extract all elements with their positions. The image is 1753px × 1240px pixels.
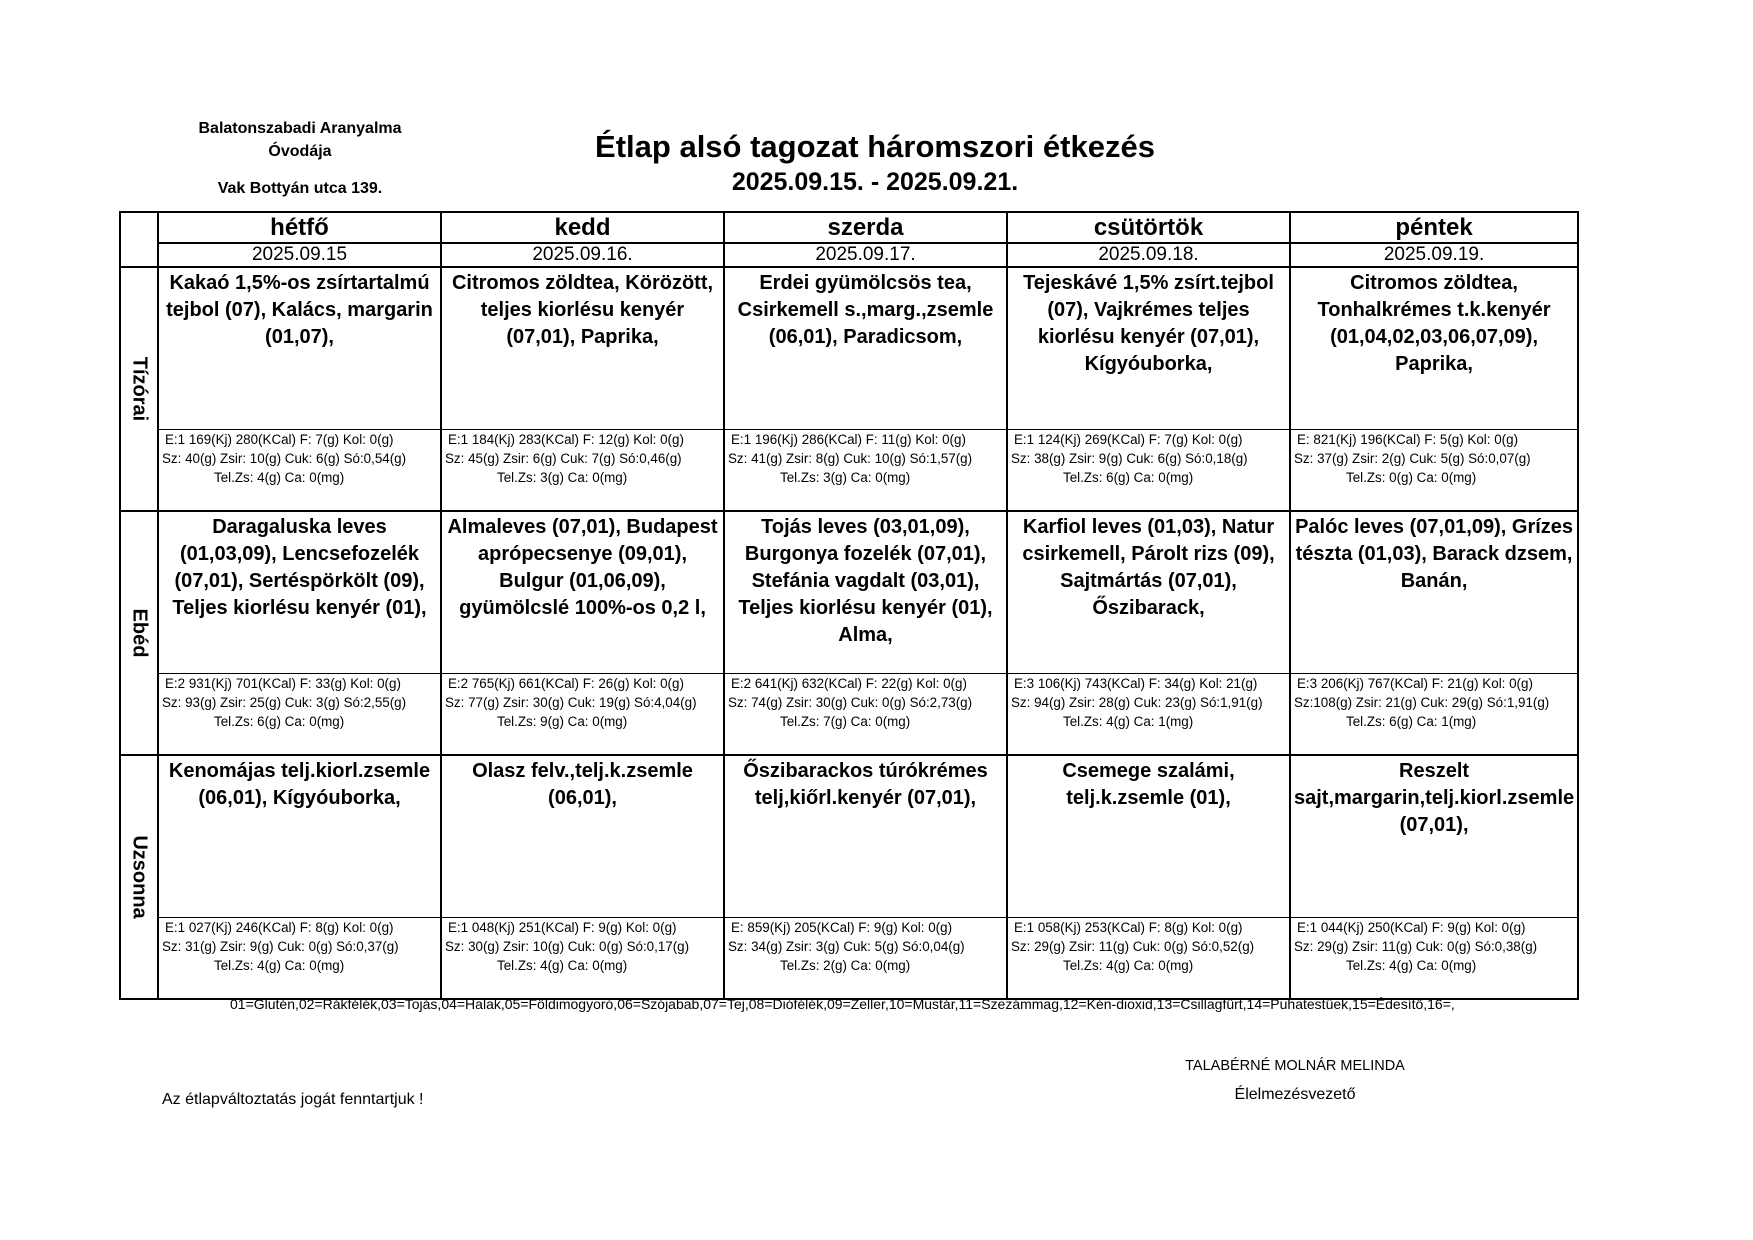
nutrition-line: E:1 184(Kj) 283(KCal) F: 12(g) Kol: 0(g)	[448, 432, 684, 447]
nutrition-row	[120, 430, 1578, 512]
nutrition-line: Sz: 29(g) Zsir: 11(g) Cuk: 0(g) Só:0,38(g)	[1294, 939, 1538, 954]
nutrition-line: Tel.Zs: 6(g) Ca: 0(mg)	[1063, 470, 1194, 485]
meal-label-text: Uzsonna	[128, 835, 151, 919]
food-cell	[724, 755, 1007, 918]
nutrition-line: Sz: 74(g) Zsir: 30(g) Cuk: 0(g) Só:2,73(g)	[728, 695, 973, 710]
day-date: 2025.09.17.	[724, 243, 1007, 267]
food-text: Citromos zöldtea, Tonhalkrémes t.k.kenyér (01,04,02,03,06,07,09), Paprika,	[1317, 272, 1551, 375]
food-cell	[1290, 511, 1578, 674]
food-text: Kenomájas telj.kiorl.zsemle (06,01), Kígyóuborka,	[168, 760, 431, 809]
nutrition-cell	[1007, 918, 1290, 1000]
food-text: Tejeskávé 1,5% zsírt.tejbol (07), Vajkrémes teljes kiorlésu kenyér (07,01), Kígyóuborka,	[1023, 272, 1274, 375]
nutrition-line: Tel.Zs: 2(g) Ca: 0(mg)	[780, 958, 911, 973]
nutrition-line: E:1 027(Kj) 246(KCal) F: 8(g) Kol: 0(g)	[165, 920, 394, 935]
nutrition-line: Sz: 34(g) Zsir: 3(g) Cuk: 5(g) Só:0,04(g)	[728, 939, 965, 954]
nutrition-cell	[441, 918, 724, 1000]
menu-table	[119, 211, 1579, 1000]
food-text: Almaleves (07,01), Budapest aprópecsenye (09,01), Bulgur (01,06,09), gyümölcslé 100%-os 0,2 l,	[447, 516, 718, 619]
food-text: Tojás leves (03,01,09), Burgonya fozelék (07,01), Stefánia vagdalt (03,01), Teljes kiorlésu kenyér (01), Alma,	[738, 516, 993, 646]
food-text: Citromos zöldtea, Körözött, teljes kiorlésu kenyér (07,01), Paprika,	[451, 272, 714, 348]
food-text: Palóc leves (07,01,09), Grízes tészta (01,03), Barack dzsem, Banán,	[1295, 516, 1574, 592]
food-text: Őszibarackos túrókrémes telj,kiőrl.kenyér (07,01),	[743, 760, 988, 809]
nutrition-line: Sz: 40(g) Zsir: 10(g) Cuk: 6(g) Só:0,54(g)	[162, 451, 407, 466]
food-cell	[1007, 755, 1290, 918]
meal-label	[120, 511, 158, 755]
day-name: kedd	[441, 212, 724, 243]
nutrition-line: E: 859(Kj) 205(KCal) F: 9(g) Kol: 0(g)	[731, 920, 953, 935]
food-cell	[441, 267, 724, 430]
food-cell	[1007, 267, 1290, 430]
nutrition-cell	[1290, 918, 1578, 1000]
nutrition-line: Tel.Zs: 6(g) Ca: 1(mg)	[1346, 714, 1477, 729]
nutrition-line: E:2 765(Kj) 661(KCal) F: 26(g) Kol: 0(g)	[448, 676, 684, 691]
nutrition-line: E:3 206(Kj) 767(KCal) F: 21(g) Kol: 0(g)	[1297, 676, 1533, 691]
nutrition-line: Tel.Zs: 4(g) Ca: 0(mg)	[1346, 958, 1477, 973]
nutrition-cell	[1007, 674, 1290, 756]
meal-label-text: Ebéd	[128, 608, 151, 658]
food-text: Daragaluska leves (01,03,09), Lencsefozelék (07,01), Sertéspörkölt (09), Teljes kiorlésu kenyér (01),	[172, 516, 427, 619]
school-name-line1: Balatonszabadi Aranyalma	[198, 120, 402, 137]
nutrition-line: Tel.Zs: 4(g) Ca: 0(mg)	[497, 958, 628, 973]
food-text: Olasz felv.,telj.k.zsemle (06,01),	[472, 760, 693, 809]
food-cell	[441, 755, 724, 918]
food-cell	[441, 511, 724, 674]
nutrition-cell	[724, 430, 1007, 512]
food-cell	[724, 511, 1007, 674]
nutrition-cell	[724, 674, 1007, 756]
nutrition-line: Tel.Zs: 6(g) Ca: 0(mg)	[214, 714, 345, 729]
meal-label	[120, 267, 158, 511]
nutrition-cell	[441, 674, 724, 756]
nutrition-line: E:1 058(Kj) 253(KCal) F: 8(g) Kol: 0(g)	[1014, 920, 1243, 935]
day-date: 2025.09.15	[158, 243, 441, 267]
nutrition-line: Sz: 41(g) Zsir: 8(g) Cuk: 10(g) Só:1,57(g)	[728, 451, 973, 466]
signer-name: TALABÉRNÉ MOLNÁR MELINDA	[1185, 1058, 1405, 1074]
meal-label	[120, 755, 158, 999]
page-title: Étlap alsó tagozat háromszori étkezés	[595, 129, 1155, 164]
food-cell	[158, 755, 441, 918]
nutrition-line: Sz: 31(g) Zsir: 9(g) Cuk: 0(g) Só:0,37(g)	[162, 939, 399, 954]
nutrition-cell	[1007, 430, 1290, 512]
nutrition-line: Sz: 94(g) Zsir: 28(g) Cuk: 23(g) Só:1,91(g)	[1011, 695, 1263, 710]
nutrition-line: Tel.Zs: 4(g) Ca: 0(mg)	[1063, 958, 1194, 973]
meal-row-ebed	[120, 511, 1578, 674]
nutrition-row	[120, 918, 1578, 1000]
page-title-block	[560, 128, 1190, 198]
nutrition-line: E:1 048(Kj) 251(KCal) F: 9(g) Kol: 0(g)	[448, 920, 677, 935]
day-date: 2025.09.18.	[1007, 243, 1290, 267]
nutrition-line: Tel.Zs: 0(g) Ca: 0(mg)	[1346, 470, 1477, 485]
food-cell	[1290, 755, 1578, 918]
nutrition-cell	[1290, 430, 1578, 512]
nutrition-line: Sz: 93(g) Zsir: 25(g) Cuk: 3(g) Só:2,55(g)	[162, 695, 407, 710]
nutrition-cell	[158, 674, 441, 756]
food-text: Kakaó 1,5%-os zsírtartalmú tejbol (07), Kalács, margarin (01,07),	[166, 272, 433, 348]
nutrition-row	[120, 674, 1578, 756]
nutrition-line: Tel.Zs: 4(g) Ca: 0(mg)	[214, 470, 345, 485]
food-cell	[158, 267, 441, 430]
food-text: Erdei gyümölcsös tea, Csirkemell s.,marg.,zsemle (06,01), Paradicsom,	[737, 272, 994, 348]
nutrition-line: Tel.Zs: 3(g) Ca: 0(mg)	[780, 470, 911, 485]
school-name-line2: Óvodája	[268, 143, 332, 160]
nutrition-line: E:1 169(Kj) 280(KCal) F: 7(g) Kol: 0(g)	[165, 432, 394, 447]
nutrition-cell	[724, 918, 1007, 1000]
nutrition-line: Tel.Zs: 7(g) Ca: 0(mg)	[780, 714, 911, 729]
corner-cell	[120, 212, 158, 267]
day-name: szerda	[724, 212, 1007, 243]
period-range: 2025.09.15. - 2025.09.21.	[731, 168, 1019, 196]
nutrition-cell	[441, 430, 724, 512]
nutrition-line: E:1 124(Kj) 269(KCal) F: 7(g) Kol: 0(g)	[1014, 432, 1243, 447]
nutrition-line: Sz: 38(g) Zsir: 9(g) Cuk: 6(g) Só:0,18(g)	[1011, 451, 1248, 466]
nutrition-cell	[158, 918, 441, 1000]
signature-block	[1175, 1058, 1415, 1104]
nutrition-line: Sz: 29(g) Zsir: 11(g) Cuk: 0(g) Só:0,52(g)	[1011, 939, 1255, 954]
nutrition-line: E:2 641(Kj) 632(KCal) F: 22(g) Kol: 0(g)	[731, 676, 967, 691]
day-date: 2025.09.19.	[1290, 243, 1578, 267]
food-cell	[1007, 511, 1290, 674]
nutrition-line: Sz:108(g) Zsir: 21(g) Cuk: 29(g) Só:1,91(g)	[1294, 695, 1550, 710]
day-date: 2025.09.16.	[441, 243, 724, 267]
school-header	[175, 117, 425, 200]
day-name: hétfő	[158, 212, 441, 243]
nutrition-line: E:3 106(Kj) 743(KCal) F: 34(g) Kol: 21(g)	[1014, 676, 1258, 691]
nutrition-line: Tel.Zs: 4(g) Ca: 1(mg)	[1063, 714, 1194, 729]
nutrition-line: Tel.Zs: 9(g) Ca: 0(mg)	[497, 714, 628, 729]
food-cell	[724, 267, 1007, 430]
day-name: péntek	[1290, 212, 1578, 243]
day-header-row	[120, 212, 1578, 243]
meal-label-text: Tízórai	[128, 356, 151, 422]
signer-role: Élelmezésvezető	[1234, 1086, 1356, 1103]
day-name: csütörtök	[1007, 212, 1290, 243]
nutrition-line: E:1 044(Kj) 250(KCal) F: 9(g) Kol: 0(g)	[1297, 920, 1526, 935]
food-text: Karfiol leves (01,03), Natur csirkemell, Párolt rizs (09), Sajtmártás (07,01), Őszibarack,	[1022, 516, 1275, 619]
nutrition-line: E:2 931(Kj) 701(KCal) F: 33(g) Kol: 0(g)	[165, 676, 401, 691]
nutrition-line: Sz: 45(g) Zsir: 6(g) Cuk: 7(g) Só:0,46(g)	[445, 451, 682, 466]
change-notice: Az étlapváltoztatás jogát fenntartjuk !	[162, 1091, 424, 1108]
nutrition-line: E: 821(Kj) 196(KCal) F: 5(g) Kol: 0(g)	[1297, 432, 1519, 447]
food-text: Csemege szalámi, telj.k.zsemle (01),	[1062, 760, 1235, 809]
nutrition-cell	[158, 430, 441, 512]
school-address: Vak Bottyán utca 139.	[217, 180, 383, 197]
food-cell	[158, 511, 441, 674]
nutrition-line: Sz: 30(g) Zsir: 10(g) Cuk: 0(g) Só:0,17(g)	[445, 939, 690, 954]
food-cell	[1290, 267, 1578, 430]
nutrition-line: Tel.Zs: 3(g) Ca: 0(mg)	[497, 470, 628, 485]
meal-row-tizorai	[120, 267, 1578, 430]
meal-row-uzsonna	[120, 755, 1578, 918]
nutrition-line: Sz: 37(g) Zsir: 2(g) Cuk: 5(g) Só:0,07(g)	[1294, 451, 1531, 466]
date-row	[120, 243, 1578, 267]
allergen-legend: 01=Glutén,02=Rákfélék,03=Tojás,04=Halak,05=Földimogyoró,06=Szójabab,07=Tej,08=Diófélék,09=Zeller,10=Mustár,11=Szezámmag,12=Kén-dioxid,13=Csillagfürt,14=Puhatestüek,15=Édesítő,16=,	[230, 996, 1455, 1012]
food-text: Reszelt sajt,margarin,telj.kiorl.zsemle (07,01),	[1294, 760, 1575, 836]
nutrition-line: Sz: 77(g) Zsir: 30(g) Cuk: 19(g) Só:4,04(g)	[445, 695, 697, 710]
nutrition-line: E:1 196(Kj) 286(KCal) F: 11(g) Kol: 0(g)	[731, 432, 966, 447]
nutrition-cell	[1290, 674, 1578, 756]
nutrition-line: Tel.Zs: 4(g) Ca: 0(mg)	[214, 958, 345, 973]
